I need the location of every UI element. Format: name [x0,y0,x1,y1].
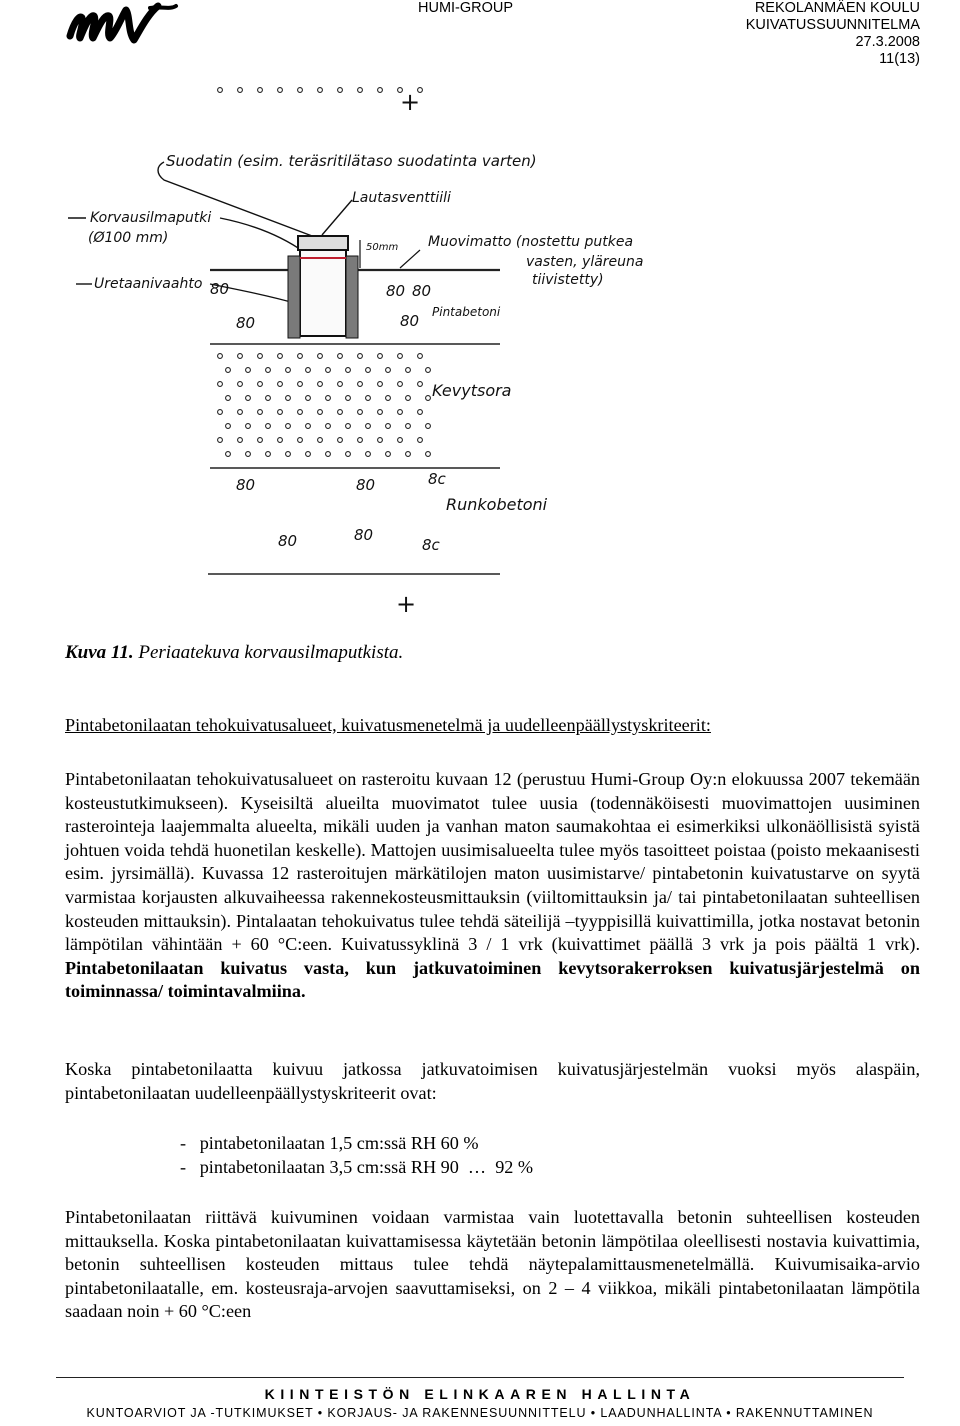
header-document-type: KUIVATUSSUUNNITELMA [745,17,920,33]
label-mat: Muovimatto (nostettu putkea [428,234,634,250]
concrete-mark: 80 [356,476,376,494]
urethane-foam-right [346,256,358,338]
footer-divider [56,1377,904,1378]
paragraph-drying-areas [65,768,920,1004]
plus-mark-bottom: + [396,590,417,618]
criteria-list [180,1131,533,1179]
concrete-mark: 80 [400,312,420,330]
label-surface-concrete: Pintabetoni [432,305,501,319]
paragraph-drying-areas-text: Pintabetonilaatan tehokuivatusalueet on rasteroitu kuvaan 12 (perustuu Humi-Group Oy:n elokuussa 2007 tekemään kosteustutkimukseen). Kyseisiltä alueilta muovimatot tulee uusia (todennäköisesti muovimattojen uusiminen rasterointeja laajemmalta alueelta, mikäli uuden ja vanhan maton saumakohtaa ei esimerkiksi ulkonäöllisistä syistä johtuen voida tehdä huonetilan keskelle). Mattojen uusimisalueelta tulee myös tasoitteet poistaa (poisto mekaanisesti esim. jyrsimällä). Kuvassa 12 rasteroitujen märkätilojen maton uusimistarve/ pintabetonin kuivatustarve on syytä varmistaa korjausten alkuvaiheessa rakennekosteusmittauksin (viiltomittauksin ja/ tai pintabetonilaatan suhteellisen kosteuden mittauksin). Pintalaatan tehokuivatus tulee tehdä säteilijä –tyyppisillä kuivattimilla, jotka nostavat betonin lämpötilan vähintään + 60 °C:een. Kuivatussyklinä 3 / 1 vrk (kuivattimet päällä 3 vrk ja pois päältä 1 vrk). [65,769,920,955]
label-mat-line2: vasten, yläreuna [526,254,644,270]
header-company: HUMI-GROUP [418,0,514,16]
paragraph-recoating-intro: Koska pintabetonilaatta kuivuu jatkossa jatkuvatoimisen kuivatusjärjestelmän vuoksi myös alaspäin, pintabetonilaatan uudelleenpäällystyskriteerit ovat: [65,1059,920,1103]
footer-title: KIINTEISTÖN ELINKAAREN HALLINTA [264,1386,696,1402]
label-dimension: 50mm [366,242,399,253]
label-valve: Lautasventtiili [352,190,451,206]
concrete-mark: 80 [412,282,432,300]
concrete-mark: 8c [422,536,440,554]
header-page-number: 11(13) [879,51,920,67]
label-frame-concrete: Runkobetoni [446,495,548,514]
caption-text: Periaatekuva korvausilmaputkista. [138,642,404,663]
header-date: 27.3.2008 [855,34,920,50]
urethane-foam-left [288,256,300,338]
footer-services: KUNTOARVIOT JA -TUTKIMUKSET • KORJAUS- JA RAKENNESUUNNITTELU • LAADUNHALLINTA • RAKENNUTTAMINEN [86,1406,874,1420]
concrete-mark: 80 [210,280,230,298]
label-pipe-diameter: (Ø100 mm) [88,230,169,246]
concrete-mark: 80 [386,282,406,300]
cross-section-drawing [60,88,644,620]
label-light-gravel: Kevytsora [432,381,512,400]
concrete-mark: 80 [236,314,256,332]
paragraph-measurement: Pintabetonilaatan riittävä kuivuminen voidaan varmistaa vain luotettavalla betonin suhteellisen kosteuden mittauksella. Koska pintabetonilaatan kuivattamisessa käytetään betonin lämpötilaa oleellisesti nostavia kuivattimia, betonin suhteellisen kosteuden mittaus tulee tehdä näytepalamittausmenetelmällä. Kuivumisaika-arvio pintabetonilaatalle, em. kosteusraja-arvojen saavuttamiseksi, on 2 – 4 viikkoa, mikäli pintabetonilaatan lämpötila saadaan noin + 60 °C:een [65,1207,920,1322]
concrete-mark: 80 [354,526,374,544]
header-project: REKOLANMÄEN KOULU [754,0,920,16]
header-meta [746,0,920,68]
pipe-body [300,250,346,336]
plus-mark-top: + [400,88,421,116]
valve-cap [298,236,348,250]
company-logo [66,2,182,50]
figure-caption [65,642,403,664]
concrete-mark: 80 [236,476,256,494]
list-item: - pintabetonilaatan 3,5 cm:ssä RH 90 … 92 % [180,1157,534,1177]
concrete-mark: 8c [428,470,446,488]
label-pipe: Korvausilmaputki [90,210,212,226]
label-mat-line3: tiivistetty) [532,272,604,288]
leader-filter [158,162,328,242]
section-heading: Pintabetonilaatan tehokuivatusalueet, kuivatusmenetelmä ja uudelleenpäällystyskriteerit: [65,715,711,735]
concrete-mark: 80 [278,532,298,550]
label-filter: Suodatin (esim. teräsritilätaso suodatinta varten) [166,152,537,170]
caption-label: Kuva 11. [65,642,134,663]
label-urethane: Uretaanivaahto [94,276,203,292]
paragraph-drying-areas-emphasis: Pintabetonilaatan kuivatus vasta, kun jatkuvatoiminen kevytsorakerroksen kuivatusjärjestelmä on toiminnassa/ toimintavalmiina. [65,957,920,1002]
list-item: - pintabetonilaatan 1,5 cm:ssä RH 60 % [180,1133,479,1153]
